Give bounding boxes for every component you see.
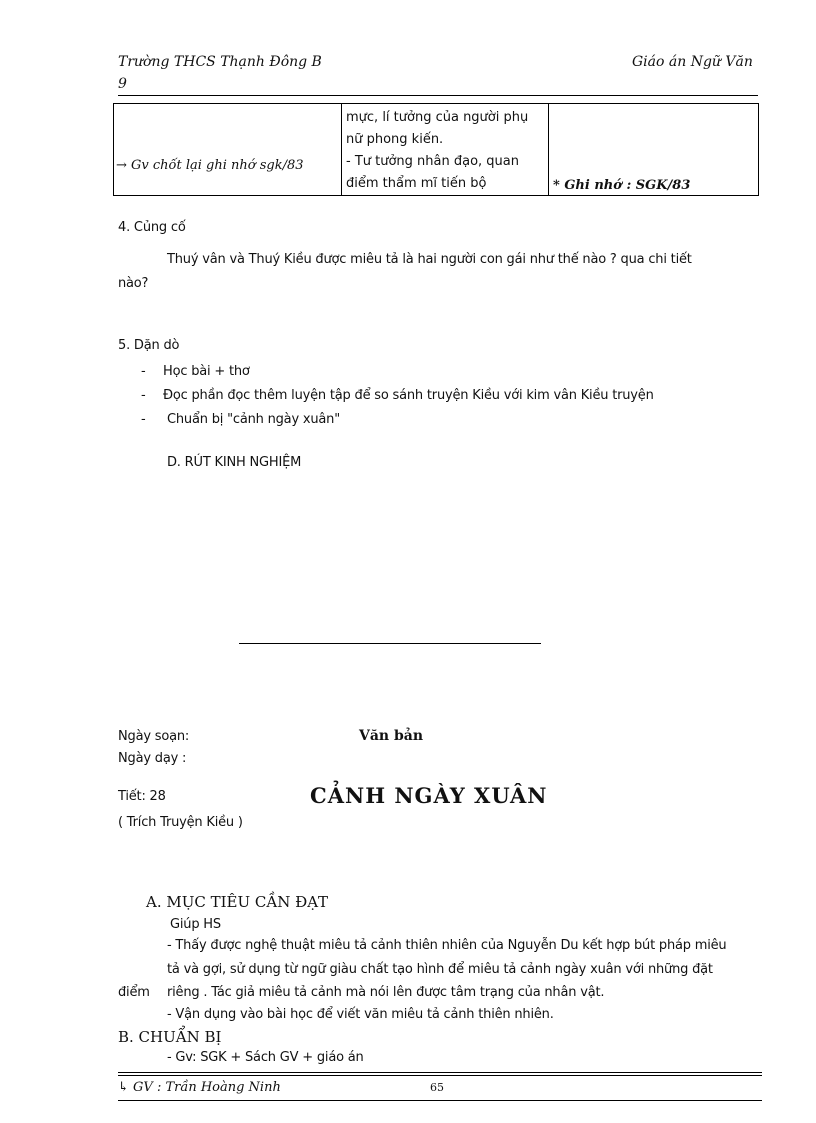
section-a-line-prefix: điểm bbox=[118, 985, 150, 1000]
header-school: Trường THCS Thạnh Đông B bbox=[118, 54, 322, 70]
section-a-line: - Vận dụng vào bài học để viết văn miêu tả cảnh thiên nhiên. bbox=[167, 1007, 554, 1022]
lesson-table bbox=[113, 103, 759, 196]
footer-rule-base bbox=[118, 1100, 762, 1101]
table-content-line: điểm thẩm mĩ tiến bộ bbox=[346, 176, 487, 191]
section-b-heading: B. CHUẨN BỊ bbox=[118, 1028, 222, 1046]
footer-author-name: GV : Trần Hoàng Ninh bbox=[133, 1080, 281, 1095]
ngay-day-label: Ngày dạy : bbox=[118, 751, 187, 766]
table-content-line: nữ phong kiến. bbox=[346, 132, 444, 147]
lesson-title: CẢNH NGÀY XUÂN bbox=[310, 783, 548, 808]
page-number: 65 bbox=[430, 1081, 444, 1094]
table-content-line: mực, lí tưởng của người phụ bbox=[346, 110, 529, 125]
section-5-heading: 5. Dặn dò bbox=[118, 338, 180, 353]
section-a-line: riêng . Tác giả miêu tả cảnh mà nói lên được tâm trạng của nhân vật. bbox=[167, 985, 605, 1000]
section-a-line: tả và gợi, sử dụng từ ngữ giàu chất tạo hình để miêu tả cảnh ngày xuân với những đặt bbox=[167, 962, 713, 977]
list-item: Chuẩn bị "cảnh ngày xuân" bbox=[167, 412, 340, 427]
hand-pointer-icon: ↳ bbox=[118, 1080, 129, 1095]
footer-rule-bottom bbox=[118, 1075, 762, 1076]
section-4-text-cont: nào? bbox=[118, 276, 149, 291]
table-summary-text: * Ghi nhớ : SGK/83 bbox=[553, 178, 691, 193]
table-activity-text: → Gv chốt lại ghi nhớ sgk/83 bbox=[116, 158, 304, 173]
section-b-line: - Gv: SGK + Sách GV + giáo án bbox=[167, 1050, 364, 1065]
section-a-intro: Giúp HS bbox=[170, 917, 221, 932]
table-cell-activity bbox=[114, 104, 342, 196]
footer-author bbox=[118, 1080, 281, 1095]
tiet-label: Tiết: 28 bbox=[118, 789, 166, 804]
bullet-dash: - bbox=[141, 364, 146, 379]
section-a-heading: A. MỤC TIÊU CẦN ĐẠT bbox=[146, 893, 329, 911]
van-ban-label: Văn bản bbox=[359, 728, 424, 744]
table-cell-content bbox=[342, 104, 549, 196]
table-content-line: - Tư tưởng nhân đạo, quan bbox=[346, 154, 519, 169]
ngay-soan-label: Ngày soạn: bbox=[118, 729, 190, 744]
bullet-dash: - bbox=[141, 412, 146, 427]
lesson-subtitle: ( Trích Truyện Kiều ) bbox=[118, 815, 243, 830]
list-item: Học bài + thơ bbox=[163, 364, 250, 379]
bullet-dash: - bbox=[141, 388, 146, 403]
header-school-cont: 9 bbox=[118, 76, 127, 92]
section-4-text: Thuý vân và Thuý Kiều được miêu tả là hai người con gái như thế nào ? qua chi tiết bbox=[167, 252, 692, 267]
header-subject: Giáo án Ngữ Văn bbox=[632, 54, 753, 70]
section-a-line: - Thấy được nghệ thuật miêu tả cảnh thiên nhiên của Nguyễn Du kết hợp bút pháp miêu bbox=[167, 938, 727, 953]
list-item: Đọc phần đọc thêm luyện tập để so sánh truyện Kiều với kim vân Kiều truyện bbox=[163, 388, 654, 403]
header-rule bbox=[118, 95, 758, 96]
rut-kinh-nghiem: D. RÚT KINH NGHIỆM bbox=[167, 455, 302, 470]
section-separator bbox=[239, 643, 541, 644]
footer-rule-top bbox=[118, 1072, 762, 1073]
section-4-heading: 4. Củng cố bbox=[118, 220, 186, 235]
table-cell-summary bbox=[549, 104, 759, 196]
